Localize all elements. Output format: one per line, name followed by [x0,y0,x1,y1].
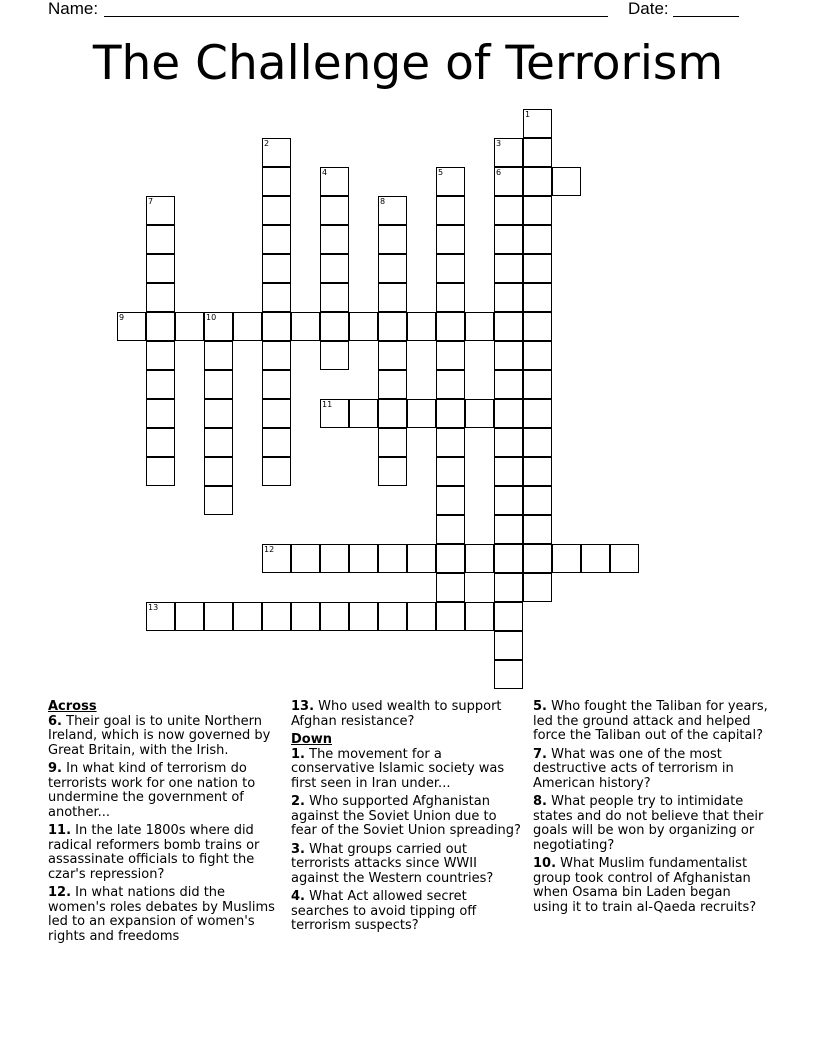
across-heading: Across [48,699,97,714]
crossword-cell[interactable] [407,312,436,341]
crossword-cell[interactable] [523,167,552,196]
crossword-cell[interactable] [436,544,465,573]
crossword-cell[interactable] [320,312,349,341]
crossword-cell[interactable] [407,602,436,631]
clues-column-3 [533,700,768,919]
crossword-cell[interactable] [436,254,465,283]
crossword-cell[interactable] [349,399,378,428]
crossword-cell[interactable] [523,457,552,486]
crossword-cell[interactable] [320,167,349,196]
crossword-cell[interactable] [494,486,523,515]
crossword-cell[interactable] [436,283,465,312]
clue-number: 9 [119,313,125,322]
crossword-cell[interactable] [494,660,523,689]
crossword-cell[interactable] [378,370,407,399]
crossword-cell[interactable] [378,254,407,283]
crossword-cell[interactable] [407,544,436,573]
crossword-cell[interactable] [523,573,552,602]
crossword-cell[interactable] [262,370,291,399]
down-clue-10: 10. What Muslim fundamentalist group took control of Afghanistan when Osama bin Laden began using it to train al-Qaeda recruits? [533,856,757,915]
crossword-cell[interactable] [204,312,233,341]
crossword-cell[interactable] [494,225,523,254]
crossword-cell[interactable] [378,428,407,457]
crossword-cell[interactable] [494,138,523,167]
crossword-cell[interactable] [436,486,465,515]
clue-number: 1 [525,110,531,119]
crossword-cell[interactable] [146,428,175,457]
clue-number: 7 [148,197,154,206]
name-label: Name: [48,0,99,18]
clues-column-2 [291,700,523,938]
crossword-cell[interactable] [349,544,378,573]
crossword-cell[interactable] [175,312,204,341]
crossword-cell[interactable] [436,602,465,631]
across-clue-9: 9. In what kind of terrorism do terrorists work for one nation to undermine the government of another... [48,761,256,820]
crossword-cell[interactable] [146,283,175,312]
date-label: Date: [628,0,669,18]
crossword-cell[interactable] [204,602,233,631]
crossword-cell[interactable] [262,254,291,283]
crossword-cell[interactable] [204,428,233,457]
crossword-cell[interactable] [262,457,291,486]
crossword-cell[interactable] [494,196,523,225]
crossword-cell[interactable] [523,341,552,370]
crossword-cell[interactable] [436,399,465,428]
down-clue-2: 2. Who supported Afghanistan against the Soviet Union due to fear of the Soviet Union spreading? [291,794,521,838]
crossword-cell[interactable] [494,573,523,602]
down-clue-5: 5. Who fought the Taliban for years, led the ground attack and helped force the Taliban out of the capital? [533,699,768,743]
crossword-cell[interactable] [262,399,291,428]
clue-number: 3 [496,139,502,148]
crossword-cell[interactable] [262,428,291,457]
clue-number: 6 [496,168,502,177]
crossword-cell[interactable] [494,312,523,341]
crossword-cell[interactable] [378,283,407,312]
crossword-cell[interactable] [436,515,465,544]
clue-number: 13 [148,603,159,612]
crossword-cell[interactable] [494,167,523,196]
crossword-cell[interactable] [378,602,407,631]
crossword-cell[interactable] [523,399,552,428]
down-clue-7: 7. What was one of the most destructive acts of terrorism in American history? [533,746,734,791]
crossword-cell[interactable] [436,225,465,254]
crossword-cell[interactable] [378,457,407,486]
clue-number: 10 [206,313,217,322]
crossword-cell[interactable] [523,370,552,399]
crossword-cell[interactable] [494,283,523,312]
across-clue-12: 12. In what nations did the women's roles debates by Muslims led to an expansion of women's rights and freedoms [48,885,275,944]
crossword-cell[interactable] [552,544,581,573]
crossword-cell[interactable] [494,399,523,428]
crossword-cell[interactable] [262,341,291,370]
crossword-cell[interactable] [436,312,465,341]
crossword-cell[interactable] [320,225,349,254]
crossword-cell[interactable] [436,167,465,196]
crossword-cell[interactable] [378,544,407,573]
crossword-cell[interactable] [349,602,378,631]
crossword-cell[interactable] [204,341,233,370]
down-clue-1: 1. The movement for a conservative Islamic society was first seen in Iran under... [291,746,505,791]
crossword-cell[interactable] [320,283,349,312]
crossword-cell[interactable] [523,515,552,544]
crossword-cell[interactable] [349,312,378,341]
across-clue-13: 13. Who used wealth to support Afghan resistance? [291,699,502,729]
crossword-cell[interactable] [320,602,349,631]
crossword-cell[interactable] [552,167,581,196]
crossword-cell[interactable] [262,167,291,196]
crossword-cell[interactable] [146,370,175,399]
crossword-cell[interactable] [494,341,523,370]
crossword-cell[interactable] [523,196,552,225]
crossword-cell[interactable] [378,196,407,225]
crossword-cell[interactable] [117,312,146,341]
crossword-cell[interactable] [436,370,465,399]
down-heading: Down [291,732,332,747]
crossword-cell[interactable] [378,341,407,370]
crossword-cell[interactable] [494,631,523,660]
crossword-cell[interactable] [233,602,262,631]
crossword-cell[interactable] [204,370,233,399]
clue-number: 12 [264,545,275,554]
crossword-cell[interactable] [262,602,291,631]
crossword-cell[interactable] [494,457,523,486]
across-clue-6: 6. Their goal is to unite Northern Ireland, which is now governed by Great Britain, with the Irish. [48,713,271,758]
across-clue-11: 11. In the late 1800s where did radical reformers bomb trains or assassinate officials to fight the czar's repression? [48,823,260,882]
crossword-cell[interactable] [320,341,349,370]
crossword-cell[interactable] [523,138,552,167]
crossword-cell[interactable] [523,283,552,312]
crossword-cell[interactable] [262,544,291,573]
crossword-cell[interactable] [291,312,320,341]
crossword-cell[interactable] [146,254,175,283]
crossword-cell[interactable] [204,457,233,486]
crossword-cell[interactable] [378,312,407,341]
page-title: The Challenge of Terrorism [92,36,724,91]
crossword-cell[interactable] [523,486,552,515]
clue-number: 2 [264,139,270,148]
crossword-cell[interactable] [494,428,523,457]
crossword-cell[interactable] [320,399,349,428]
crossword-cell[interactable] [523,254,552,283]
crossword-cell[interactable] [146,341,175,370]
crossword-cell[interactable] [436,457,465,486]
crossword-cell[interactable] [494,544,523,573]
crossword-cell[interactable] [262,225,291,254]
crossword-cell[interactable] [465,544,494,573]
crossword-cell[interactable] [262,312,291,341]
clues-column-1 [48,700,276,948]
down-clue-8: 8. What people try to intimidate states and do not believe that their goals will be won by organizing or negotiating? [533,794,764,853]
crossword-cell[interactable] [146,196,175,225]
crossword-cell[interactable] [204,399,233,428]
clue-number: 8 [380,197,386,206]
crossword-cell[interactable] [494,254,523,283]
crossword-cell[interactable] [436,341,465,370]
crossword-cell[interactable] [146,312,175,341]
crossword-cell[interactable] [320,254,349,283]
clue-number: 11 [322,400,333,409]
crossword-cell[interactable] [378,225,407,254]
crossword-cell[interactable] [233,312,262,341]
crossword-cell[interactable] [146,602,175,631]
crossword-cell[interactable] [494,602,523,631]
crossword-cell[interactable] [146,225,175,254]
crossword-cell[interactable] [262,138,291,167]
crossword-cell[interactable] [436,196,465,225]
clue-number: 4 [322,168,328,177]
crossword-cell[interactable] [146,457,175,486]
down-clue-4: 4. What Act allowed secret searches to avoid tipping off terrorism suspects? [291,889,477,933]
crossword-cell[interactable] [320,544,349,573]
crossword-cell[interactable] [523,225,552,254]
crossword-cell[interactable] [436,573,465,602]
crossword-cell[interactable] [407,399,436,428]
crossword-cell[interactable] [465,602,494,631]
crossword-cell[interactable] [610,544,639,573]
crossword-cell[interactable] [320,196,349,225]
down-clue-3: 3. What groups carried out terrorists attacks since WWII against the Western countries? [291,841,494,886]
crossword-cell[interactable] [523,312,552,341]
crossword-cell[interactable] [494,515,523,544]
crossword-cell[interactable] [262,283,291,312]
crossword-cell[interactable] [146,399,175,428]
crossword-cell[interactable] [523,544,552,573]
crossword-cell[interactable] [465,399,494,428]
crossword-cell[interactable] [378,399,407,428]
crossword-cell[interactable] [523,428,552,457]
crossword-cell[interactable] [291,602,320,631]
crossword-cell[interactable] [204,486,233,515]
crossword-cell[interactable] [175,602,204,631]
crossword-cell[interactable] [494,370,523,399]
crossword-cell[interactable] [465,312,494,341]
crossword-cell[interactable] [523,109,552,138]
crossword-cell[interactable] [291,544,320,573]
crossword-cell[interactable] [581,544,610,573]
clue-number: 5 [438,168,444,177]
crossword-cell[interactable] [262,196,291,225]
crossword-cell[interactable] [436,428,465,457]
